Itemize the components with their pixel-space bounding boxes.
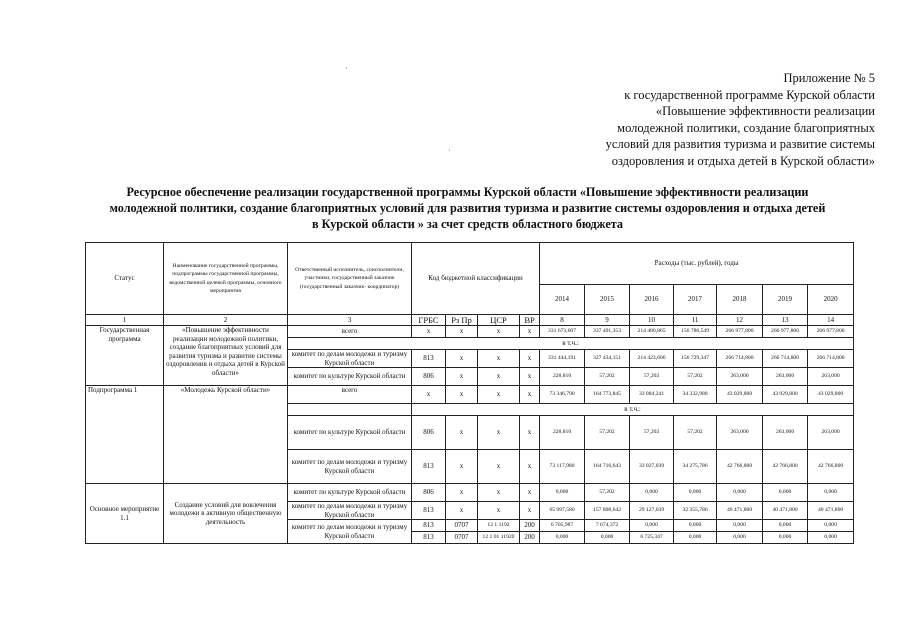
appendix-line: молодежной политики, создание благоприятных xyxy=(617,120,875,135)
header-executor: Ответственный исполнитель, соисполнители, участники, государственный заказчик (государственный заказчик- координатор) xyxy=(288,243,412,315)
year-cell: 2015 xyxy=(585,285,630,315)
x-mark: х xyxy=(520,326,540,338)
value-cell: 0,000 xyxy=(763,532,808,544)
value-cell: 57,202 xyxy=(585,416,630,450)
csr-cell: х xyxy=(478,502,520,520)
code-header-vr: ВР xyxy=(520,315,540,326)
value-cell: 263,000 xyxy=(808,416,854,450)
value-cell: 164 716,643 xyxy=(585,450,630,484)
rzpr-cell: х xyxy=(446,484,478,502)
resource-table xyxy=(85,242,854,544)
col-number: 14 xyxy=(808,315,854,326)
value-cell: 57,202 xyxy=(674,368,717,386)
grbs-cell: 813 xyxy=(412,532,446,544)
appendix-line: Приложение № 5 xyxy=(783,71,875,85)
value-cell: 0,000 xyxy=(717,520,763,532)
x-mark: х xyxy=(478,386,520,404)
value-cell: 266 977,800 xyxy=(808,326,854,338)
value-cell: 43 029,800 xyxy=(717,386,763,404)
header-budget-code: Код бюджетной классификации xyxy=(412,243,540,315)
grbs-cell: 806 xyxy=(412,416,446,450)
x-mark: х xyxy=(412,326,446,338)
value-cell: 156 729,347 xyxy=(674,350,717,368)
grbs-cell: 813 xyxy=(412,502,446,520)
rzpr-cell: 0707 xyxy=(446,520,478,532)
x-mark: х xyxy=(520,416,540,450)
col-number: 9 xyxy=(585,315,630,326)
x-mark: х xyxy=(520,350,540,368)
code-header-grbs: ГРБС xyxy=(412,315,446,326)
col-number: 10 xyxy=(630,315,674,326)
col-number: 13 xyxy=(763,315,808,326)
value-cell: 29 127,039 xyxy=(630,502,674,520)
value-cell: 266 714,800 xyxy=(763,350,808,368)
x-mark: х xyxy=(412,386,446,404)
value-cell: 57,202 xyxy=(630,368,674,386)
value-cell: 34 332,988 xyxy=(674,386,717,404)
value-cell: 0,000 xyxy=(630,520,674,532)
value-cell: 6 725,347 xyxy=(630,532,674,544)
header-status: Статус xyxy=(86,243,164,315)
year-cell: 2018 xyxy=(717,285,763,315)
program-status: Государственная программа xyxy=(86,326,164,386)
code-header-rzpr: Рз Пр xyxy=(446,315,478,326)
csr-cell: х xyxy=(478,484,520,502)
value-cell: 0,000 xyxy=(630,484,674,502)
scan-speck: · xyxy=(448,146,451,155)
csr-cell: 12 1 01 11920 xyxy=(478,532,520,544)
appendix-line: оздоровления и отдыха детей в Курской области» xyxy=(611,153,875,168)
value-cell: 228,810 xyxy=(540,368,585,386)
grbs-cell: 813 xyxy=(412,450,446,484)
value-cell: 0,000 xyxy=(585,532,630,544)
x-mark: х xyxy=(478,326,520,338)
header-row xyxy=(86,243,854,285)
value-cell: 214 423,606 xyxy=(630,350,674,368)
x-mark: х xyxy=(478,416,520,450)
scan-speck: · xyxy=(345,64,348,73)
value-cell: 156 786,549 xyxy=(674,326,717,338)
subprogram-total-row xyxy=(86,386,854,404)
title-line: Ресурсное обеспечение реализации государственной программы Курской области «Повышение эффективности реализации xyxy=(126,185,809,199)
value-cell: 6 705,987 xyxy=(540,520,585,532)
event-executor-row xyxy=(86,484,854,502)
code-header-csr: ЦСР xyxy=(478,315,520,326)
value-cell: 57,202 xyxy=(630,416,674,450)
value-cell: 40 471,800 xyxy=(808,502,854,520)
vr-cell: х xyxy=(520,484,540,502)
vr-cell: 200 xyxy=(520,520,540,532)
event-status: Основное мероприятие 1.1 xyxy=(86,484,164,544)
value-cell: 7 674,372 xyxy=(585,520,630,532)
value-cell: 263,000 xyxy=(763,368,808,386)
col-number: 12 xyxy=(717,315,763,326)
value-cell: 214 480,865 xyxy=(630,326,674,338)
executor-cell: комитет по делам молодежи и туризму Курской области xyxy=(288,502,412,520)
incl-label: в т.ч.: xyxy=(288,338,854,350)
program-name: «Повышение эффективности реализации молодежной политики, создание благоприятных условий для развития туризма и развитие системы оздоровления и отдыха детей в Курской области» xyxy=(164,326,288,386)
value-cell: 331 444,191 xyxy=(540,350,585,368)
value-cell: 331 673,607 xyxy=(540,326,585,338)
value-cell: 263,000 xyxy=(763,416,808,450)
value-cell: 42 766,800 xyxy=(717,450,763,484)
x-mark: х xyxy=(478,350,520,368)
grbs-cell: 806 xyxy=(412,368,446,386)
value-cell: 266 977,800 xyxy=(763,326,808,338)
value-cell: 57,202 xyxy=(585,368,630,386)
executor-cell: комитет по делам молодежи и туризму Курской области xyxy=(288,520,412,544)
title-line: в Курской области » за счет средств областного бюджета xyxy=(312,217,623,231)
blank-cell xyxy=(288,404,412,416)
event-name: Создание условий для вовлечения молодежи в активную общественную деятельность xyxy=(164,484,288,544)
vr-cell: х xyxy=(520,502,540,520)
x-mark: х xyxy=(446,416,478,450)
header-name: Наименование государственной программы, подпрограммы государственной программы, ведомственной целевой программы, основного мероприятия xyxy=(164,243,288,315)
value-cell: 228,810 xyxy=(540,416,585,450)
value-cell: 0,000 xyxy=(674,520,717,532)
col-number: 2 xyxy=(164,315,288,326)
value-cell: 327 434,151 xyxy=(585,350,630,368)
value-cell: 43 029,800 xyxy=(763,386,808,404)
appendix-line: условий для развития туризма и развитие системы xyxy=(605,137,875,151)
year-cell: 2019 xyxy=(763,285,808,315)
value-cell: 266 977,800 xyxy=(717,326,763,338)
value-cell: 0,000 xyxy=(808,532,854,544)
value-cell: 263,000 xyxy=(717,416,763,450)
x-mark: х xyxy=(520,368,540,386)
value-cell: 73 346,790 xyxy=(540,386,585,404)
value-cell: 40 471,800 xyxy=(763,502,808,520)
value-cell: 337 491,353 xyxy=(585,326,630,338)
value-cell: 0,000 xyxy=(763,520,808,532)
appendix-header xyxy=(535,70,875,169)
value-cell: 164 773,845 xyxy=(585,386,630,404)
x-mark: х xyxy=(446,326,478,338)
x-mark: х xyxy=(446,450,478,484)
value-cell: 65 997,580 xyxy=(540,502,585,520)
value-cell: 0,000 xyxy=(540,532,585,544)
year-cell: 2016 xyxy=(630,285,674,315)
value-cell: 42 766,800 xyxy=(763,450,808,484)
appendix-line: к государственной программе Курской области xyxy=(624,87,875,102)
executor-cell: комитет по делам молодежи и туризму Курской области xyxy=(288,350,412,368)
value-cell: 33 027,039 xyxy=(630,450,674,484)
col-number: 3 xyxy=(288,315,412,326)
appendix-line: «Повышение эффективности реализации xyxy=(655,104,875,118)
x-mark: х xyxy=(446,386,478,404)
x-mark: х xyxy=(446,368,478,386)
value-cell: 0,000 xyxy=(674,484,717,502)
value-cell: 42 766,800 xyxy=(808,450,854,484)
executor-cell: комитет по культуре Курской области xyxy=(288,484,412,502)
grbs-cell: 813 xyxy=(412,520,446,532)
header-expenses: Расходы (тыс. рублей), годы xyxy=(540,243,854,285)
x-mark: х xyxy=(478,450,520,484)
value-cell: 157 808,642 xyxy=(585,502,630,520)
value-cell: 263,000 xyxy=(808,368,854,386)
value-cell: 0,000 xyxy=(808,520,854,532)
value-cell: 0,000 xyxy=(808,484,854,502)
value-cell: 57,202 xyxy=(585,484,630,502)
value-cell: 57,202 xyxy=(674,416,717,450)
value-cell: 263,000 xyxy=(717,368,763,386)
col-number: 1 xyxy=(86,315,164,326)
document-title xyxy=(80,184,855,232)
value-cell: 43 029,800 xyxy=(808,386,854,404)
value-cell: 0,000 xyxy=(674,532,717,544)
column-number-row xyxy=(86,315,854,326)
title-line: молодежной политики, создание благоприятных условий для развития туризма и развитие системы оздоровления и отдыха детей xyxy=(109,201,826,215)
grbs-cell: 806 xyxy=(412,484,446,502)
x-mark: х xyxy=(520,386,540,404)
subprogram-status: Подпрограмма 1 xyxy=(86,386,164,484)
program-total-row xyxy=(86,326,854,338)
executor-cell: комитет по культуре Курской области xyxy=(288,416,412,450)
value-cell: 0,000 xyxy=(717,532,763,544)
rzpr-cell: 0707 xyxy=(446,532,478,544)
col-number: 11 xyxy=(674,315,717,326)
vr-cell: 200 xyxy=(520,532,540,544)
year-cell: 2017 xyxy=(674,285,717,315)
grbs-cell: 813 xyxy=(412,350,446,368)
value-cell: 33 084,241 xyxy=(630,386,674,404)
executor-cell: комитет по культуре Курской области xyxy=(288,368,412,386)
x-mark: х xyxy=(478,368,520,386)
value-cell: 40 471,800 xyxy=(717,502,763,520)
total-label: всего xyxy=(288,326,412,338)
x-mark: х xyxy=(446,350,478,368)
incl-label: в т.ч.: xyxy=(412,404,854,416)
value-cell: 0,000 xyxy=(540,484,585,502)
csr-cell: 12 1 1192 xyxy=(478,520,520,532)
value-cell: 0,000 xyxy=(717,484,763,502)
executor-cell: комитет по делам молодежи и туризму Курской области xyxy=(288,450,412,484)
value-cell: 73 117,980 xyxy=(540,450,585,484)
rzpr-cell: х xyxy=(446,502,478,520)
value-cell: 32 355,786 xyxy=(674,502,717,520)
year-cell: 2014 xyxy=(540,285,585,315)
x-mark: х xyxy=(520,450,540,484)
value-cell: 0,000 xyxy=(763,484,808,502)
year-cell: 2020 xyxy=(808,285,854,315)
col-number: 8 xyxy=(540,315,585,326)
value-cell: 34 275,786 xyxy=(674,450,717,484)
value-cell: 266 714,800 xyxy=(808,350,854,368)
value-cell: 266 714,800 xyxy=(717,350,763,368)
total-label: всего xyxy=(288,386,412,404)
subprogram-name: «Молодежь Курской области» xyxy=(164,386,288,484)
